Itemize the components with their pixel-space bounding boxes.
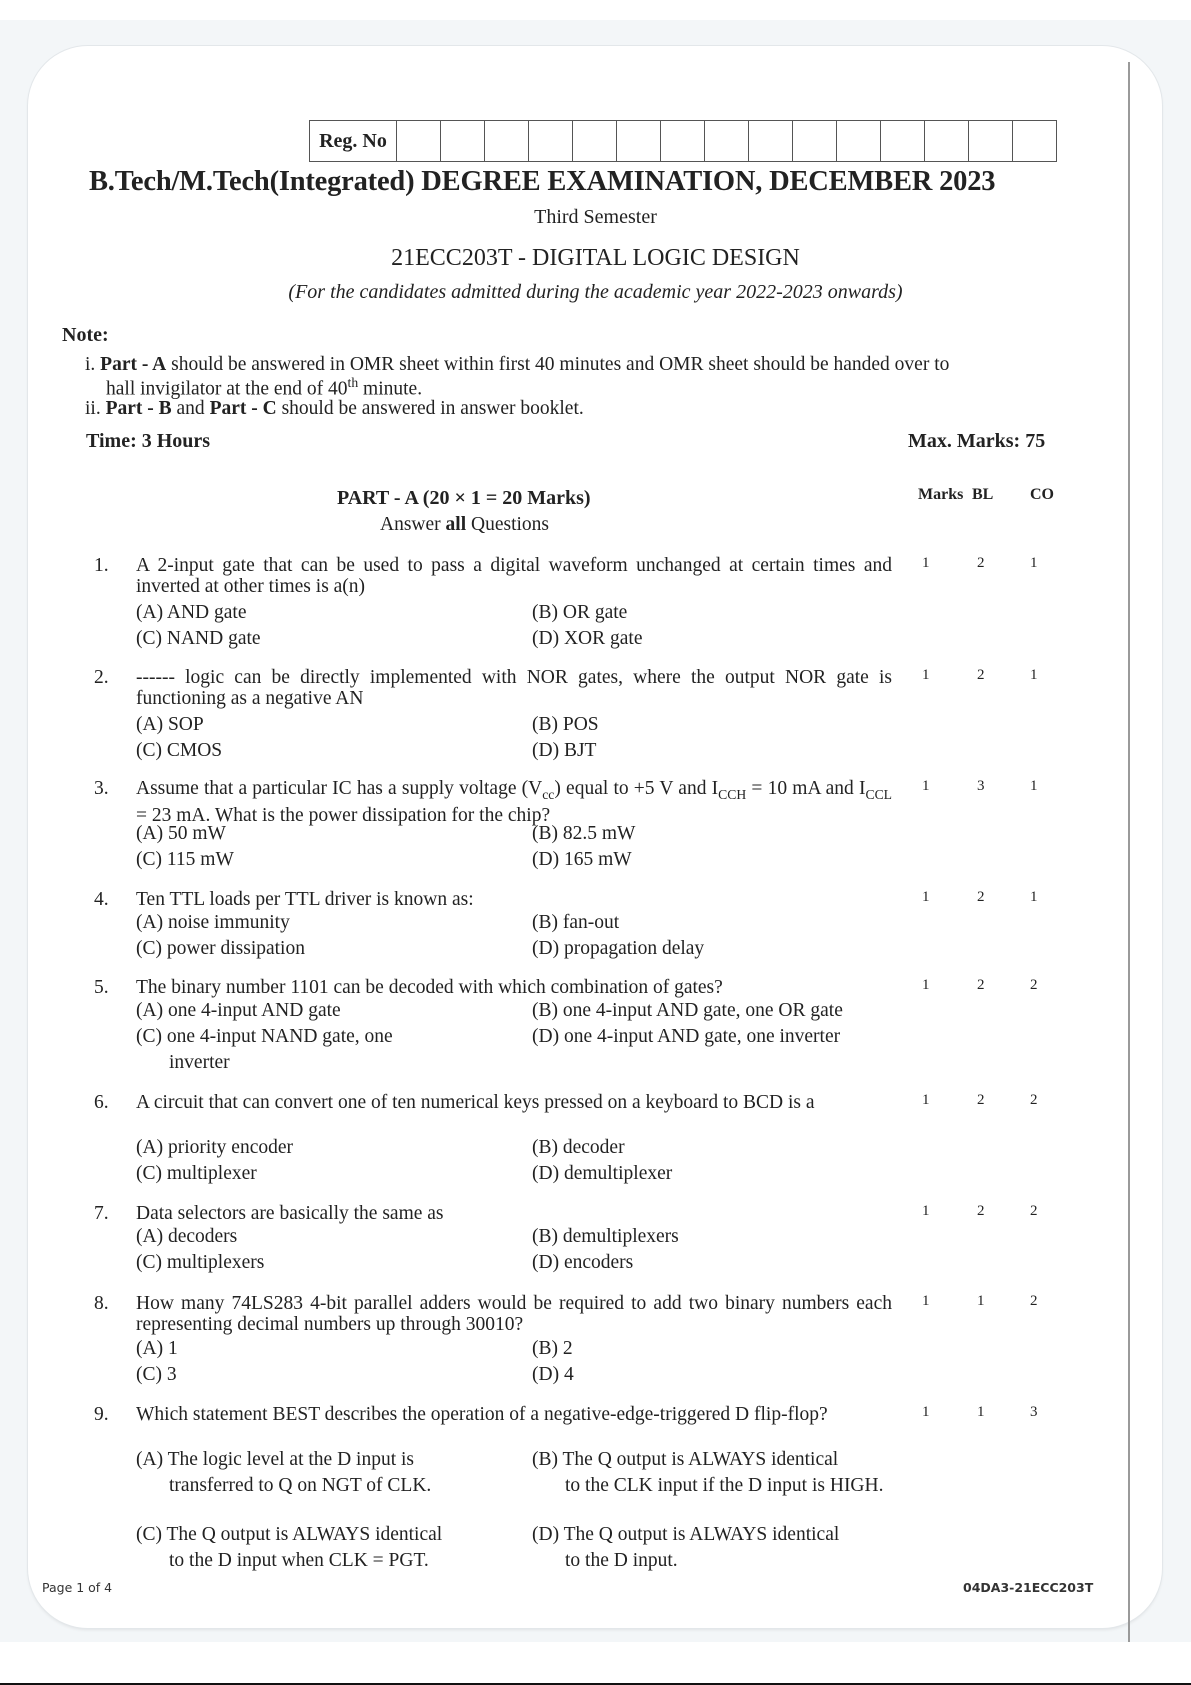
option-b: (B) POS xyxy=(532,714,599,735)
reg-no-box xyxy=(529,121,573,161)
note-item-1-cont-b: minute. xyxy=(358,378,423,400)
option-c: (C) 115 mW xyxy=(136,849,234,870)
exam-time: Time: 3 Hours xyxy=(86,430,211,452)
question-number: 3. xyxy=(94,778,109,799)
note-item-1 xyxy=(85,354,949,376)
note-item-1-sup: th xyxy=(347,375,359,390)
option-c: (C) CMOS xyxy=(136,740,223,761)
note-item-1-prefix: i. xyxy=(85,354,96,375)
question-number: 9. xyxy=(94,1404,109,1425)
question-co: 3 xyxy=(1030,1404,1038,1420)
question-bl: 2 xyxy=(977,977,985,993)
question-marks: 1 xyxy=(922,889,930,905)
option-d: (D) 4 xyxy=(532,1364,574,1385)
question-stem: A circuit that can convert one of ten numerical keys pressed on a keyboard to BCD is a xyxy=(136,1092,815,1113)
paper-code: 04DA3-21ECC203T xyxy=(963,1580,1094,1595)
option-a: (A) decoders xyxy=(136,1226,238,1247)
option-a-text: (A) The logic level at the D input is xyxy=(136,1449,414,1470)
option-a: (A) noise immunity xyxy=(136,912,290,933)
note-item-2-bold-c: Part - C xyxy=(209,398,277,419)
note-item-2-text: should be answered in answer booklet. xyxy=(276,398,584,419)
reg-no-label: Reg. No xyxy=(310,121,397,161)
option-a: (A) 1 xyxy=(136,1338,178,1359)
question-bl: 2 xyxy=(977,1092,985,1108)
option-b: (B) fan-out xyxy=(532,912,620,933)
question-number: 5. xyxy=(94,977,109,998)
option-c: (C) 3 xyxy=(136,1364,177,1385)
option-b xyxy=(532,1447,902,1499)
question-co: 2 xyxy=(1030,977,1038,993)
question-bl: 2 xyxy=(977,1203,985,1219)
question-stem: How many 74LS283 4-bit parallel adders would be required to add two binary numbers each representing decimal numbers up through 30010? xyxy=(136,1293,892,1335)
option-b: (B) one 4-input AND gate, one OR gate xyxy=(532,1000,843,1021)
option-a xyxy=(136,1447,496,1499)
stem-text: ) equal to +5 V and I xyxy=(554,778,719,799)
course-title: 21ECC203T - DIGITAL LOGIC DESIGN xyxy=(391,245,800,271)
question-bl: 2 xyxy=(977,889,985,905)
option-a-continued: transferred to Q on NGT of CLK. xyxy=(169,1475,432,1496)
option-d: (D) demultiplexer xyxy=(532,1163,673,1184)
question-marks: 1 xyxy=(922,1404,930,1420)
question-stem: ------ logic can be directly implemented with NOR gates, where the output NOR gate is functioning as a negative AN xyxy=(136,667,892,709)
option-c xyxy=(136,1024,496,1076)
part-a-instruction xyxy=(380,514,549,536)
reg-no-box xyxy=(925,121,969,161)
note-item-1-cont-a: hall invigilator at the end of 40 xyxy=(106,378,348,400)
reg-no-box xyxy=(749,121,793,161)
reg-no-box xyxy=(881,121,925,161)
question-co: 1 xyxy=(1030,667,1038,683)
note-item-2-bold-b: Part - B xyxy=(105,398,172,419)
question-number: 1. xyxy=(94,555,109,576)
reg-no-box xyxy=(573,121,617,161)
reg-no-box xyxy=(1013,121,1056,161)
question-bl: 2 xyxy=(977,667,985,683)
question-number: 2. xyxy=(94,667,109,688)
question-co: 2 xyxy=(1030,1092,1038,1108)
option-c-continued: inverter xyxy=(169,1052,230,1073)
reg-no-field xyxy=(309,120,1057,162)
reg-no-box xyxy=(837,121,881,161)
option-c: (C) multiplexers xyxy=(136,1252,265,1273)
option-c: (C) multiplexer xyxy=(136,1163,257,1184)
option-c: (C) NAND gate xyxy=(136,628,261,649)
stem-text: = 23 mA. What is the power dissipation for the chip? xyxy=(136,804,551,826)
note-item-1-bold: Part - A xyxy=(100,354,167,375)
column-header-bl: BL xyxy=(972,486,994,503)
option-a: (A) AND gate xyxy=(136,602,247,623)
column-header-co: CO xyxy=(1030,486,1054,503)
option-d: (D) XOR gate xyxy=(532,628,643,649)
note-item-2-mid: and xyxy=(171,398,210,419)
option-a: (A) SOP xyxy=(136,714,204,735)
option-b: (B) demultiplexers xyxy=(532,1226,679,1247)
stem-subscript: CCL xyxy=(865,786,893,802)
question-stem: Data selectors are basically the same as xyxy=(136,1203,444,1224)
option-d-text: (D) The Q output is ALWAYS identical xyxy=(532,1524,840,1545)
reg-no-box xyxy=(969,121,1013,161)
option-d xyxy=(532,1522,902,1574)
column-header-marks: Marks xyxy=(918,486,964,503)
instruction-bold: all xyxy=(445,514,467,535)
option-d: (D) one 4-input AND gate, one inverter xyxy=(532,1026,841,1047)
question-co: 1 xyxy=(1030,555,1038,571)
note-item-2-prefix: ii. xyxy=(85,398,101,419)
note-item-1-continued xyxy=(106,375,422,401)
question-marks: 1 xyxy=(922,1203,930,1219)
question-marks: 1 xyxy=(922,667,930,683)
question-marks: 1 xyxy=(922,778,930,794)
question-co: 1 xyxy=(1030,889,1038,905)
option-a: (A) one 4-input AND gate xyxy=(136,1000,341,1021)
question-marks: 1 xyxy=(922,555,930,571)
note-item-1-text: should be answered in OMR sheet within first 40 minutes and OMR sheet should be handed over to xyxy=(166,354,950,375)
question-stem xyxy=(136,778,892,826)
option-c xyxy=(136,1522,496,1574)
reg-no-box xyxy=(485,121,529,161)
note-item-2 xyxy=(85,398,584,420)
option-b: (B) 82.5 mW xyxy=(532,823,636,844)
option-d: (D) 165 mW xyxy=(532,849,632,870)
page-number: Page 1 of 4 xyxy=(42,1580,113,1595)
question-stem: Ten TTL loads per TTL driver is known as: xyxy=(136,889,474,910)
option-c-text: (C) one 4-input NAND gate, one xyxy=(136,1026,393,1047)
question-bl: 1 xyxy=(977,1293,985,1309)
question-bl: 2 xyxy=(977,555,985,571)
reg-no-box xyxy=(441,121,485,161)
question-marks: 1 xyxy=(922,1092,930,1108)
question-number: 6. xyxy=(94,1092,109,1113)
question-stem: The binary number 1101 can be decoded with which combination of gates? xyxy=(136,977,723,998)
stem-subscript: cc xyxy=(542,786,555,802)
question-number: 8. xyxy=(94,1293,109,1314)
question-co: 2 xyxy=(1030,1203,1038,1219)
reg-no-box xyxy=(705,121,749,161)
question-marks: 1 xyxy=(922,1293,930,1309)
option-b: (B) 2 xyxy=(532,1338,573,1359)
option-a: (A) 50 mW xyxy=(136,823,226,844)
instruction-suffix: Questions xyxy=(466,514,549,535)
question-co: 2 xyxy=(1030,1293,1038,1309)
reg-no-box xyxy=(397,121,441,161)
reg-no-box xyxy=(793,121,837,161)
instruction-prefix: Answer xyxy=(380,514,446,535)
reg-no-box xyxy=(617,121,661,161)
question-number: 7. xyxy=(94,1203,109,1224)
option-d: (D) propagation delay xyxy=(532,938,705,959)
question-marks: 1 xyxy=(922,977,930,993)
option-b: (B) OR gate xyxy=(532,602,628,623)
option-a: (A) priority encoder xyxy=(136,1137,294,1158)
question-stem: Which statement BEST describes the operation of a negative-edge-triggered D flip-flop? xyxy=(136,1404,828,1425)
option-d-continued: to the D input. xyxy=(565,1550,678,1571)
option-d: (D) encoders xyxy=(532,1252,634,1273)
option-b-text: (B) The Q output is ALWAYS identical xyxy=(532,1449,839,1470)
semester: Third Semester xyxy=(534,206,657,228)
exam-title: B.Tech/M.Tech(Integrated) DEGREE EXAMINATION, DECEMBER 2023 xyxy=(89,166,996,197)
stem-text: = 10 mA and I xyxy=(746,778,866,799)
option-c: (C) power dissipation xyxy=(136,938,305,959)
max-marks: Max. Marks: 75 xyxy=(908,430,1046,452)
option-d: (D) BJT xyxy=(532,740,597,761)
option-c-text: (C) The Q output is ALWAYS identical xyxy=(136,1524,443,1545)
question-stem: A 2-input gate that can be used to pass a digital waveform unchanged at certain times and inverted at other times is a(n) xyxy=(136,555,892,597)
note-label: Note: xyxy=(62,324,109,346)
option-b: (B) decoder xyxy=(532,1137,625,1158)
question-bl: 3 xyxy=(977,778,985,794)
option-c-continued: to the D input when CLK = PGT. xyxy=(169,1550,429,1571)
admitted-note: (For the candidates admitted during the academic year 2022-2023 onwards) xyxy=(288,281,903,303)
question-co: 1 xyxy=(1030,778,1038,794)
stem-subscript: CCH xyxy=(718,786,747,802)
stem-text: Assume that a particular IC has a supply voltage (V xyxy=(136,778,543,799)
option-b-continued: to the CLK input if the D input is HIGH. xyxy=(565,1475,884,1496)
question-number: 4. xyxy=(94,889,109,910)
part-a-heading: PART - A (20 × 1 = 20 Marks) xyxy=(337,487,591,509)
question-bl: 1 xyxy=(977,1404,985,1420)
reg-no-box xyxy=(661,121,705,161)
